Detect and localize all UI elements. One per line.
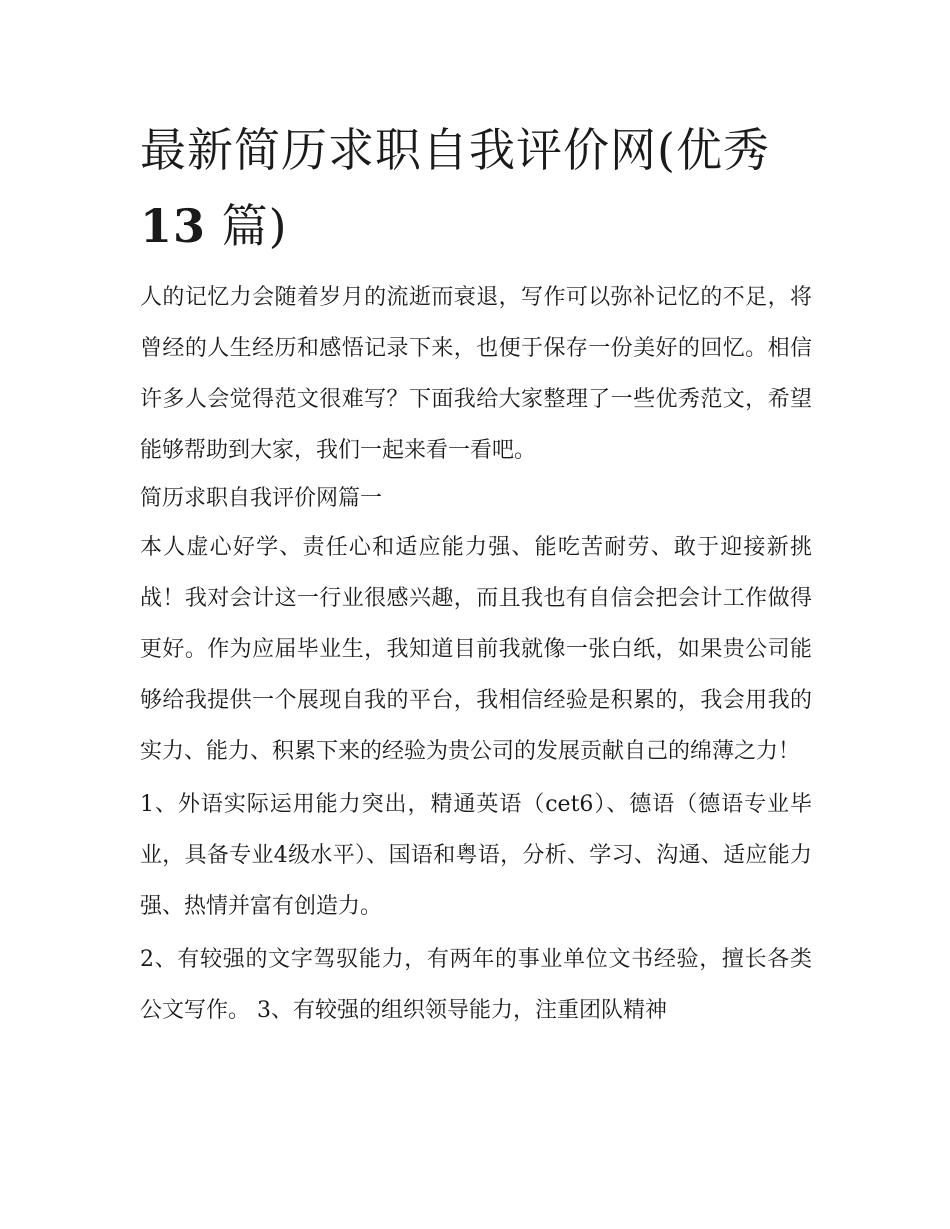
title-count: 13 bbox=[140, 199, 207, 253]
section-body-paragraph: 本人虚心好学、责任心和适应能力强、能吃苦耐劳、敢于迎接新挑战！我对会计这一行业很感兴趣，而且我也有自信会把会计工作做得更好。作为应届毕业生，我知道目前我就像一张白纸，如果贵公司能够给我提供一个展现自我的平台，我相信经验是积累的，我会用我的实力、能力、积累下来的经验为贵公司的发展贡献自己的绵薄之力！ bbox=[140, 535, 812, 764]
list-item-2-3: 2、有较强的文字驾驭能力，有两年的事业单位文书经验，擅长各类公文写作。 3、有较强的组织领导能力，注重团队精神 bbox=[140, 947, 812, 1023]
intro-paragraph: 人的记忆力会随着岁月的流逝而衰退，写作可以弥补记忆的不足，将曾经的人生经历和感悟记录下来，也便于保存一份美好的回忆。相信许多人会觉得范文很难写？下面我给大家整理了一些优秀范文，希望能够帮助到大家，我们一起来看一看吧。 bbox=[140, 285, 812, 463]
section-heading: 简历求职自我评价网篇一 bbox=[140, 486, 383, 511]
document-title bbox=[140, 112, 812, 264]
document-content bbox=[140, 112, 812, 1036]
title-tail: 篇) bbox=[221, 199, 288, 253]
list-item-1: 1、外语实际运用能力突出，精通英语（cet6）、德语（德语专业毕业，具备专业4级水平）、国语和粤语，分析、学习、沟通、适应能力强、热情并富有创造力。 bbox=[140, 792, 812, 919]
title-main: 最新简历求职自我评价网(优秀 bbox=[140, 123, 770, 177]
